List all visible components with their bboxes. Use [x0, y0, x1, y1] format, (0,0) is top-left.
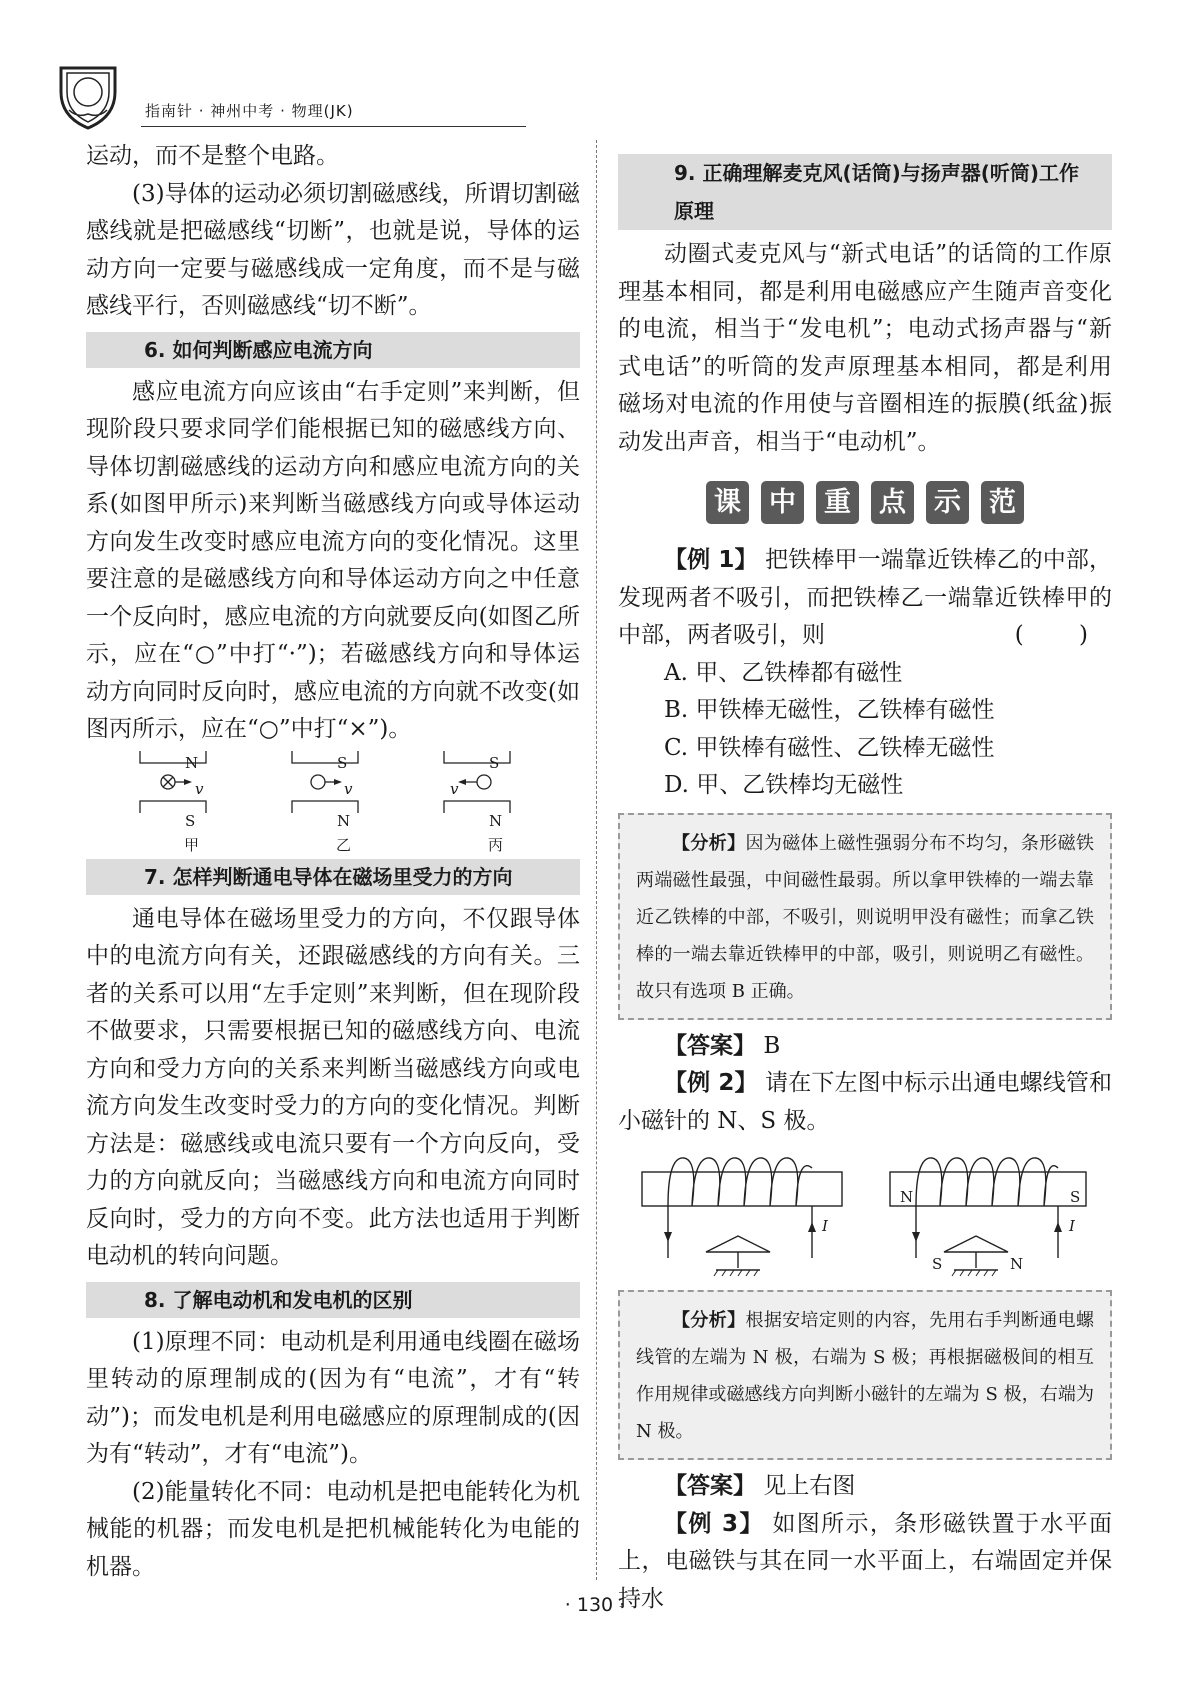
analysis-text: 因为磁体上磁性强弱分布不均匀，条形磁铁两端磁性最强，中间磁性最弱。所以拿甲铁棒的一端去靠近乙铁棒的中部，不吸引，则说明甲没有磁性；而拿乙铁棒的一端去靠近铁棒甲的中部，吸引，则说明乙有磁性。故只有选项 B 正确。 [636, 832, 1095, 1002]
paragraph: 运动，而不是整个电路。 [86, 143, 339, 169]
pole-label: N [185, 753, 199, 772]
header-rule [141, 126, 526, 127]
paragraph: 动圈式麦克风与“新式电话”的话筒的工作原理基本相同，都是利用电磁感应产生随声音变化的电流，相当于“发电机”；电动式扬声器与“新式电话”的听筒的发声原理基本相同，都是利用磁场对电流的作用使与音圈相连的振膜(纸盆)振动发出声音，相当于“电动机”。 [618, 241, 1112, 455]
figure-caption: 甲 [184, 835, 200, 854]
paragraph: 感应电流方向应该由“右手定则”来判断，但现阶段只要求同学们能根据已知的磁感线方向、导体切割磁感线的运动方向和感应电流方向的关系(如图甲所示)来判断当磁感线方向或导体运动方向发生改变时感应电流方向的变化情况。这里要注意的是磁感线方向和导体运动方向之中任意一个反向时，感应电流的方向就要反向(如图乙所示，应在“○”中打“·”)；若磁感线方向和导体运动方向同时反向时，感应电流的方向就不改变(如图丙所示，应在“○”中打“×”)。 [86, 378, 580, 742]
answer-label: 【答案】 [664, 1032, 756, 1059]
paragraph: (2)能量转化不同：电动机是把电能转化为机械能的机器；而发电机是把机械能转化为电能的机器。 [86, 1478, 580, 1580]
pole-label: N [900, 1188, 914, 1206]
pole-label: N [489, 811, 503, 830]
header-title: 指南针 · 神州中考 · 物理(JK) [145, 102, 354, 120]
figure-caption: 乙 [336, 835, 352, 854]
banner-char: 重 [816, 481, 859, 524]
example-label: 【例 1】 [664, 547, 758, 573]
example-1 [618, 542, 1112, 655]
analysis-label: 【分析】 [672, 832, 746, 854]
analysis-box [618, 1290, 1112, 1460]
velocity-label: v [195, 779, 204, 798]
example-text: 如图所示，条形磁铁置于水平面上，电磁铁与其在同一水平面上，右端固定并保持水 [618, 1510, 1113, 1612]
page-header [55, 62, 470, 132]
banner-char: 示 [926, 481, 969, 524]
answer-line [618, 1028, 1112, 1066]
option-c: C. 甲铁棒有磁性、乙铁棒无磁性 [664, 734, 995, 761]
pole-label: N [337, 811, 351, 830]
analysis-text: 根据安培定则的内容，先用右手判断通电螺线管的左端为 N 极，右端为 S 极；再根据磁极间的相互作用规律或磁感线方向判断小磁针的左端为 S 极，右端为 N 极。 [636, 1310, 1095, 1442]
banner-char: 点 [871, 481, 914, 524]
section-heading-8: 8. 了解电动机和发电机的区别 [86, 1282, 580, 1318]
current-label: I [822, 1217, 828, 1235]
analysis-label: 【分析】 [672, 1310, 746, 1331]
current-label: I [1069, 1217, 1075, 1235]
induction-figure [86, 749, 580, 853]
velocity-label: v [344, 779, 353, 798]
answer-value: B [763, 1032, 781, 1059]
page-number: · 130 · [564, 1594, 626, 1616]
section-banner [618, 481, 1112, 524]
banner-char: 范 [981, 481, 1024, 524]
option-b: B. 甲铁棒无磁性，乙铁棒有磁性 [664, 697, 995, 723]
banner-char: 中 [761, 481, 804, 524]
answer-label: 【答案】 [664, 1473, 756, 1499]
section-heading-7: 7. 怎样判断通电导体在磁场里受力的方向 [86, 859, 580, 895]
velocity-label: v [450, 779, 459, 798]
option-d: D. 甲、乙铁棒均无磁性 [664, 772, 904, 798]
paragraph: (3)导体的运动必须切割磁感线，所谓切割磁感线就是把磁感线“切断”，也就是说，导体的运动方向一定要与磁感线成一定角度，而不是与磁感线平行，否则磁感线“切不断”。 [86, 180, 580, 319]
solenoid-figure [618, 1146, 1112, 1282]
right-column [618, 148, 1112, 1618]
section-heading-6: 6. 如何判断感应电流方向 [86, 332, 580, 368]
figure-caption: 丙 [488, 835, 504, 854]
example-text: 把铁棒甲一端靠近铁棒乙的中部，发现两者不吸引，而把铁棒乙一端靠近铁棒甲的中部，两者吸引，则 [618, 547, 1113, 648]
example-text: 请在下左图中标示出通电螺线管和小磁针的 N、S 极。 [618, 1070, 1113, 1134]
shield-logo-icon [55, 62, 121, 130]
option-a: A. 甲、乙铁棒都有磁性 [664, 659, 903, 686]
example-2 [618, 1065, 1112, 1140]
needle-pole-label: S [932, 1255, 943, 1273]
pole-label: S [489, 753, 500, 772]
column-divider [596, 140, 597, 1580]
answer-line [618, 1468, 1112, 1506]
pole-label: S [185, 811, 196, 830]
solenoid-diagram [618, 1146, 1112, 1282]
example-label: 【例 3】 [664, 1510, 764, 1537]
example-label: 【例 2】 [664, 1070, 758, 1096]
left-column [86, 138, 580, 1586]
needle-pole-label: N [1010, 1255, 1024, 1273]
analysis-box [618, 813, 1112, 1020]
paragraph: (1)原理不同：电动机是利用通电线圈在磁场里转动的原理制成的(因为有“电流”，才有“转动”)；而发电机是利用电磁感应的原理制成的(因为有“转动”，才有“电流”)。 [86, 1328, 580, 1467]
section-heading-9: 9. 正确理解麦克风(话筒)与扬声器(听筒)工作原理 [618, 154, 1112, 230]
answer-bracket: ( ) [1014, 622, 1112, 648]
banner-char: 课 [706, 481, 749, 524]
paragraph: 通电导体在磁场里受力的方向，不仅跟导体中的电流方向有关，还跟磁感线的方向有关。三者的关系可以用“左手定则”来判断，但在现阶段不做要求，只需要根据已知的磁感线方向、电流方向和受力方向的关系来判断当磁感线方向或电流方向发生改变时受力的方向的变化情况。判断方法是：磁感线或电流只要有一个方向反向，受力的方向就反向；当磁感线方向和电流方向同时反向时，受力的方向不变。此方法也适用于判断电动机的转向问题。 [86, 905, 580, 1269]
pole-label: S [1070, 1188, 1081, 1206]
answer-value: 见上右图 [763, 1473, 856, 1499]
pole-label: S [337, 753, 348, 772]
